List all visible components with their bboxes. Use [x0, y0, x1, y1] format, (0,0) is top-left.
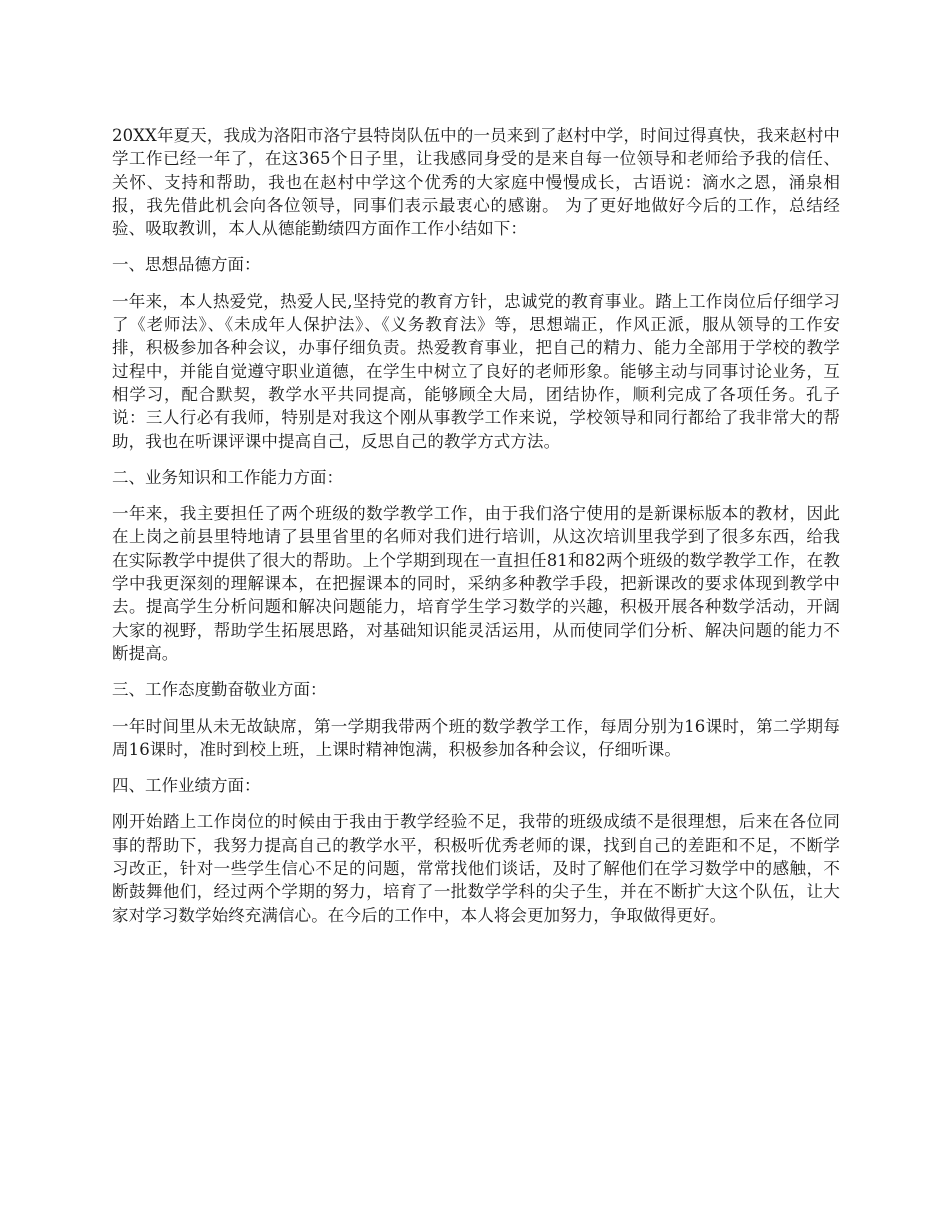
- section-body-ability: 一年来，我主要担任了两个班级的数学教学工作，由于我们洛宁使用的是新课标版本的教材，因此在上岗之前县里特地请了县里省里的名师对我们进行培训，从这次培训里我学到了很多东西，给我在实际教学中提供了很大的帮助。上个学期到现在一直担任81和82两个班级的数学教学工作，在教学中我更深刻的理解课本，在把握课本的同时，采纳多种教学手段，把新课改的要求体现到教学中去。提高学生分析问题和解决问题能力，培育学生学习数学的兴趣，积极开展各种数学活动，开阔大家的视野，帮助学生拓展思路，对基础知识能灵活运用，从而使同学们分析、解决问题的能力不断提高。: [112, 504, 840, 663]
- section-heading-attitude: 三、工作态度勤奋敬业方面：: [112, 680, 327, 700]
- section-heading-morality: 一、思想品德方面：: [112, 255, 261, 275]
- section-body-morality: 一年来，本人热爱党，热爱人民,坚持党的教育方针，忠诚党的教育事业。踏上工作岗位后仔细学习了《老师法》、《未成年人保护法》、《义务教育法》等，思想端正，作风正派，服从领导的工作安排，积极参加各种会议，办事仔细负责。热爱教育事业，把自己的精力、能力全部用于学校的教学过程中，并能自觉遵守职业道德，在学生中树立了良好的老师形象。能够主动与同事讨论业务，互相学习，配合默契，教学水平共同提高，能够顾全大局，团结协作，顺利完成了各项任务。孔子说：三人行必有我师，特别是对我这个刚从事教学工作来说，学校领导和同行都给了我非常大的帮助，我也在听课评课中提高自己，反思自己的教学方式方法。: [112, 291, 840, 451]
- section-body-achievements: 刚开始踏上工作岗位的时候由于我由于教学经验不足，我带的班级成绩不是很理想，后来在各位同事的帮助下，我努力提高自己的教学水平，积极听优秀老师的课，找到自己的差距和不足，不断学习改正，针对一些学生信心不足的问题，常常找他们谈话，及时了解他们在学习数学中的感触，不断鼓舞他们，经过两个学期的努力，培育了一批数学学科的尖子生，并在不断扩大这个队伍，让大家对学习数学始终充满信心。在今后的工作中，本人将会更加努力，争取做得更好。: [112, 812, 840, 925]
- document-page: [112, 124, 840, 940]
- section-body-attitude: 一年时间里从未无故缺席，第一学期我带两个班的数学教学工作，每周分别为16课时，第二学期每周16课时，准时到校上班，上课时精神饱满，积极参加各种会议，仔细听课。: [112, 716, 840, 759]
- section-heading-ability: 二、业务知识和工作能力方面：: [112, 467, 343, 487]
- intro-paragraph: 20XX年夏天，我成为洛阳市洛宁县特岗队伍中的一员来到了赵村中学，时间过得真快，我来赵村中学工作已经一年了，在这365个日子里，让我感同身受的是来自每一位领导和老师给予我的信任、关怀、支持和帮助，我也在赵村中学这个优秀的大家庭中慢慢成长，古语说：滴水之恩，涌泉相报，我先借此机会向各位领导，同事们表示最衷心的感谢。 为了更好地做好今后的工作，总结经验、吸取教训，本人从德能勤绩四方面作工作小结如下：: [112, 126, 840, 239]
- section-heading-achievements: 四、工作业绩方面：: [112, 776, 261, 796]
